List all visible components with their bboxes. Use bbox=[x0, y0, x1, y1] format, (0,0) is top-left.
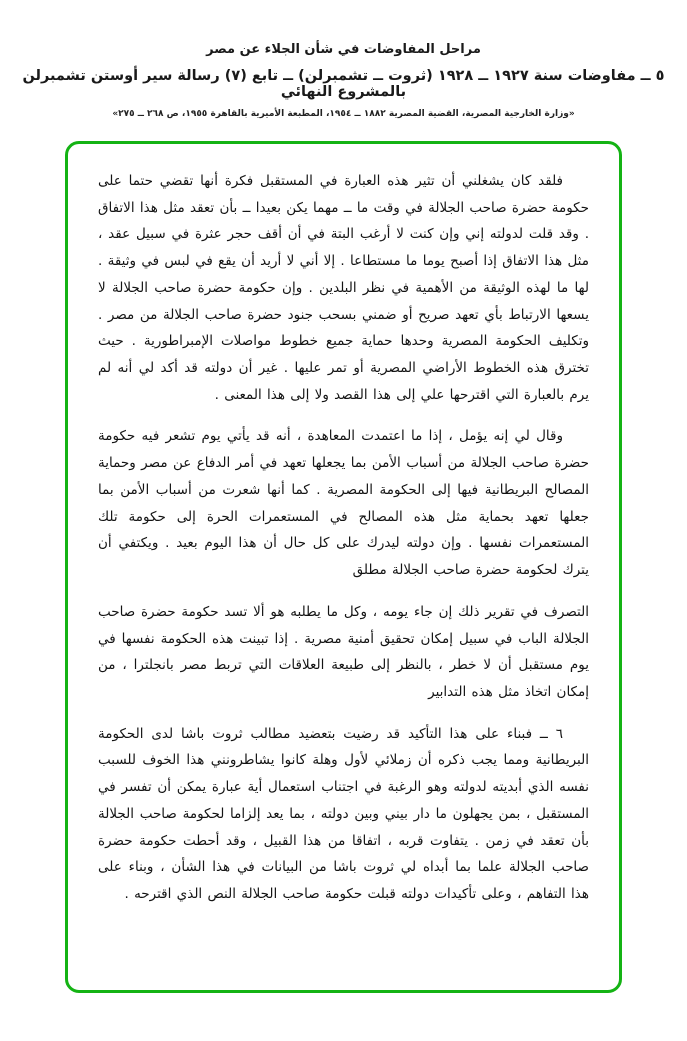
body-paragraph-2: وقال لي إنه يؤمل ، إذا ما اعتمدت المعاهدة ، أنه قد يأتي يوم تشعر فيه حكومة حضرة صاحب الجلالة من أسباب الأمن بما يجعلها تعهد في أمر الدفاع عن مصر وحماية المصالح البريطانية فيها إلى الحكومة المصرية . كما أنها شعرت من أسباب الأمن بما جعلها تعهد بحماية مثل هذه المصالح في المستعمرات الحرة إلى حكومة تلك المستعمرات نفسها . وإن دولته ليدرك على كل حال أن هذا اليوم بعيد . ويكتفي أن يترك لحكومة حضرة صاحب الجلالة مطلق bbox=[98, 428, 589, 579]
page-title: مراحل المفاوضات في شأن الجلاء عن مصر bbox=[206, 42, 481, 57]
source-citation: «وزارة الخارجية المصرية، القضية المصرية ١٨٨٢ ــ ١٩٥٤، المطبعة الأميرية بالقاهرة ١٩٥٥، ص ٢٦٨ ــ ٢٧٥» bbox=[112, 109, 575, 119]
document-subtitle: ٥ ــ مفاوضات سنة ١٩٢٧ ــ ١٩٢٨ (ثروت ــ تشمبرلن) ــ تابع (٧) رسالة سير أوستن تشمبرلن بالمشروع النهائي bbox=[22, 68, 665, 100]
body-paragraph-4: ٦ ــ فبناء على هذا التأكيد قد رضيت بتعضيد مطالب ثروت باشا لدى الحكومة البريطانية ومما يجب ذكره أن زملائي لأول وهلة كانوا يشاطرونني هذا الخوف للسبب نفسه الذي أبديته لدولته وهو الرغبة في اجتناب استعمال أية عبارة يمكن أن تفسر في المستقبل ، بمن يجهلون ما دار بيني وبين دولته ، بما يعد إلزاما لحكومة صاحب الجلالة بأن تعقد في زمن . يتفاوت قربه ، اتفاقا من هذا القبيل ، وقد أحطت حكومة حضرة صاحب الجلالة علما بما أبداه لي ثروت باشا من البيانات في هذا الشأن ، وبناء على هذا التفاهم ، وعلى تأكيدات دولته قبلت حكومة صاحب الجلالة النص الذي اقترحه . bbox=[98, 725, 589, 902]
bordered-text-box bbox=[65, 141, 622, 993]
document-header bbox=[0, 0, 687, 119]
body-paragraph-3: التصرف في تقرير ذلك إن جاء يومه ، وكل ما يطلبه هو ألا تسد حكومة حضرة صاحب الجلالة الباب في سبيل إمكان تحقيق أمنية مصرية . إذا تبينت هذه الحكومة نفسها في يوم مستقبل أن لا خطر ، بالنظر إلى طبيعة العلاقات التي تربط مصر بانجلترا ، من إمكان اتخاذ مثل هذه التدابير bbox=[98, 603, 589, 700]
body-paragraph-1: فلقد كان يشغلني أن تثير هذه العبارة في المستقبل فكرة أنها تقضي حتما على حكومة حضرة صاحب الجلالة في وقت ما ــ مهما يكن بعيدا ــ بأن تعقد مثل هذا الاتفاق . وقد قلت لدولته إني وإن كنت لا أرغب البتة في أن أقف حجر عثرة في سبيل عقد ، مثل هذا الاتفاق إذا أصبح يوما ما مستطاعا . إلا أني لا أريد أن يقع في لبس في وثيقة . لها ما لهذه الوثيقة من الأهمية في نظر البلدين . وإن حكومة حضرة صاحب الجلالة لا يسعها الارتباط بأي تعهد صريح أو ضمني بسحب جنود حضرة صاحب الجلالة من مصر . وتكليف الحكومة المصرية وحدها حماية جميع خطوط مواصلات الإمبراطورية . حيث تخترق هذه الخطوط الأراضي المصرية أو تمر عليها . غير أن دولته قد أكد لي أنه لم يرم بالعبارة التي اقترحها علي إلى هذا القصد ولا إلى هذا المعنى . bbox=[98, 173, 589, 403]
